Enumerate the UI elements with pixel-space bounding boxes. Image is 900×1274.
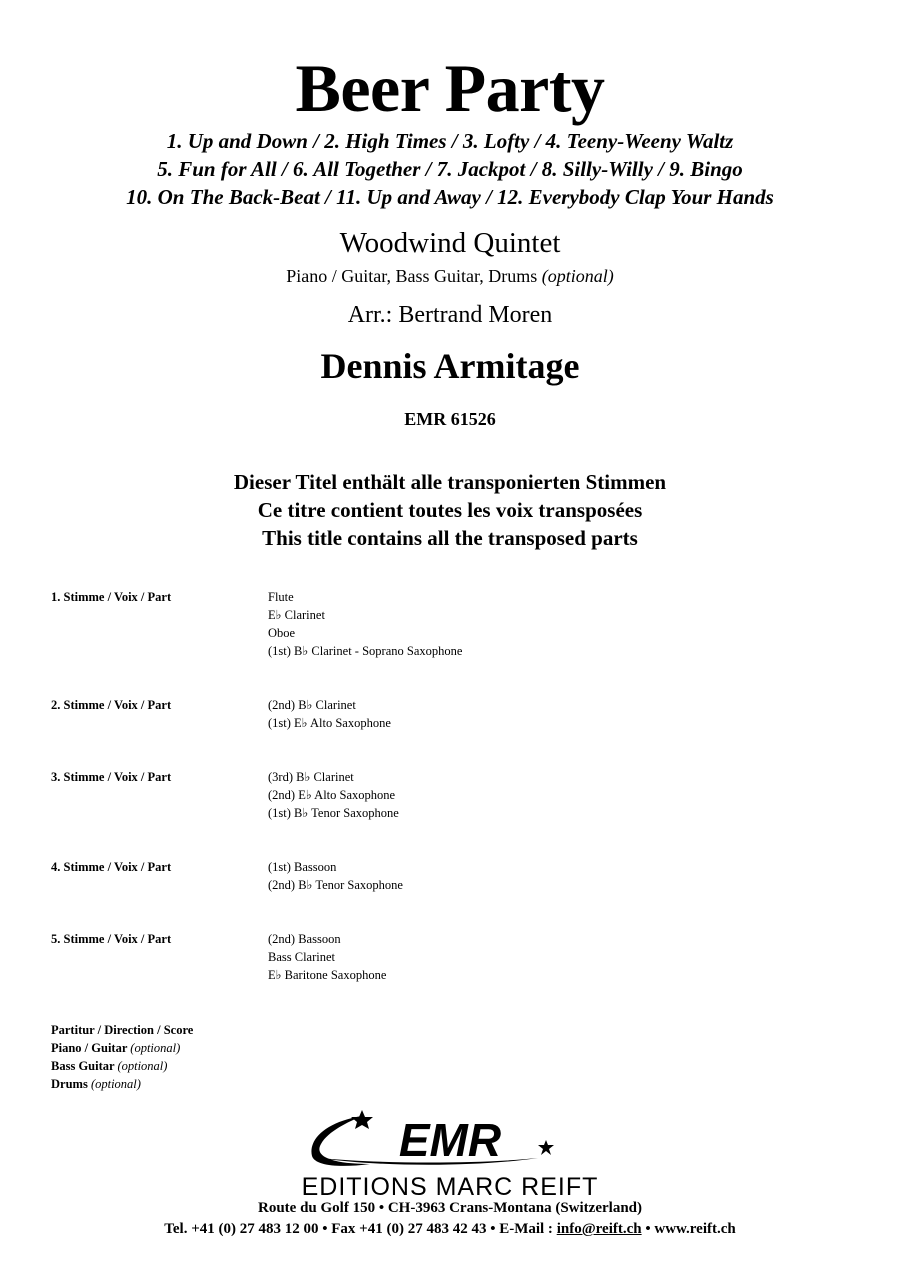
phone-fax: Tel. +41 (0) 27 483 12 00 • Fax +41 (0) 27 483 42 43 • E-Mail : [164, 1221, 557, 1237]
catalog-number: EMR 61526 [404, 409, 496, 429]
arranger: Arr.: Bertrand Moren [347, 302, 553, 328]
instrument-item: Oboe [268, 626, 296, 640]
publisher-name: EDITIONS MARC REIFT [301, 1173, 599, 1201]
extra-part [51, 1039, 193, 1057]
part-label: 3. Stimme / Voix / Part [51, 770, 172, 784]
website: • www.reift.ch [641, 1221, 736, 1237]
notice-line-en: This title contains all the transposed parts [262, 526, 638, 550]
additional-parts [51, 1021, 193, 1093]
page-title: Beer Party [295, 50, 605, 126]
instrumentation: Woodwind Quintet [339, 227, 561, 259]
instrument-item: (2nd) Bassoon [268, 932, 341, 946]
part-label: 4. Stimme / Voix / Part [51, 860, 172, 874]
extra-part [51, 1075, 193, 1093]
part-instruments [268, 588, 462, 660]
instrument-item: (1st) B♭ Tenor Saxophone [268, 806, 399, 820]
extra-part-note: (optional) [117, 1059, 168, 1073]
instrument-item: (1st) B♭ Clarinet - Soprano Saxophone [268, 644, 463, 658]
extra-part [51, 1021, 193, 1039]
song-list [0, 127, 900, 211]
email-link[interactable]: info@reift.ch [556, 1221, 642, 1237]
publisher-address: Route du Golf 150 • CH-3963 Crans-Montana (Switzerland) [258, 1200, 642, 1216]
song-line: 1. Up and Down / 2. High Times / 3. Lofty / 4. Teeny-Weeny Waltz [166, 129, 734, 153]
notice-line-fr: Ce titre contient toutes les voix transposées [257, 498, 643, 522]
publisher-contact [0, 1219, 900, 1239]
part-label: 1. Stimme / Voix / Part [51, 590, 172, 604]
part-instruments [268, 768, 399, 822]
extra-part-label: Bass Guitar [51, 1059, 115, 1073]
part-instruments [268, 858, 403, 894]
instrument-item: Flute [268, 590, 294, 604]
part-instruments [268, 930, 386, 984]
instrument-item: (1st) Bassoon [268, 860, 337, 874]
instrument-item: Bass Clarinet [268, 950, 336, 964]
instrument-item: (2nd) B♭ Tenor Saxophone [268, 878, 403, 892]
emr-logo-icon [300, 1106, 600, 1172]
extra-part-note: (optional) [90, 1077, 141, 1091]
instrument-item: E♭ Baritone Saxophone [268, 968, 387, 982]
extra-part-note: (optional) [130, 1041, 181, 1055]
extra-part [51, 1057, 193, 1075]
rhythm-instruments: Piano / Guitar, Bass Guitar, Drums [286, 266, 538, 286]
instrument-item: E♭ Clarinet [268, 608, 325, 622]
instrument-item: (2nd) B♭ Clarinet [268, 698, 356, 712]
extra-part-label: Partitur / Direction / Score [51, 1023, 194, 1037]
part-instruments [268, 696, 391, 732]
rhythm-optional-note: (optional) [541, 266, 614, 286]
song-line: 10. On The Back-Beat / 11. Up and Away / 12. Everybody Clap Your Hands [126, 185, 774, 209]
composer: Dennis Armitage [320, 346, 580, 386]
logo-text: EMR [398, 1114, 502, 1166]
part-label: 2. Stimme / Voix / Part [51, 698, 172, 712]
rhythm-section [0, 264, 900, 288]
extra-part-label: Piano / Guitar [51, 1041, 128, 1055]
transposed-parts-notice [0, 468, 900, 552]
part-label: 5. Stimme / Voix / Part [51, 932, 172, 946]
extra-part-label: Drums [51, 1077, 88, 1091]
song-line: 5. Fun for All / 6. All Together / 7. Jackpot / 8. Silly-Willy / 9. Bingo [157, 157, 743, 181]
notice-line-de: Dieser Titel enthält alle transponierten Stimmen [233, 470, 667, 494]
instrument-item: (1st) E♭ Alto Saxophone [268, 716, 391, 730]
instrument-item: (3rd) B♭ Clarinet [268, 770, 354, 784]
instrument-item: (2nd) E♭ Alto Saxophone [268, 788, 396, 802]
